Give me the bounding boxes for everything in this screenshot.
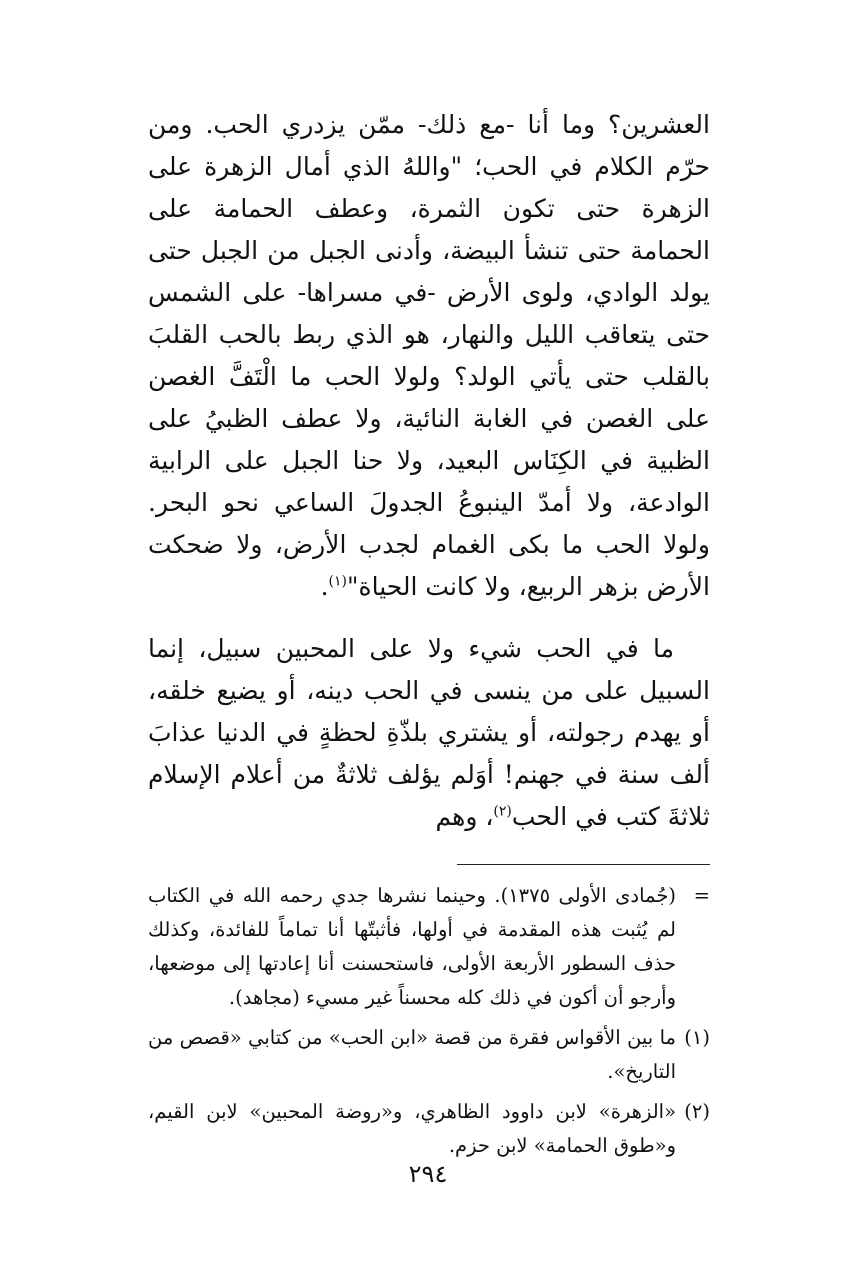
- body-paragraph-1: [148, 104, 710, 608]
- footnote-text: (جُمادى الأولى ١٣٧٥). وحينما نشرها جدي رحمه الله في الكتاب لم يُثبت هذه المقدمة في أولها، فأثبتّها أنا تماماً للفائدة، وكذلك حذف السطور الأربعة الأولى، فاستحسنت أنا إعادتها إلى موضعها، وأرجو أن أكون في ذلك كله محسناً غير مسيء (مجاهد).: [148, 884, 676, 1009]
- footnote-mark: =: [693, 884, 710, 907]
- footnote-1: [148, 1021, 710, 1089]
- page-content: [148, 104, 710, 1169]
- footnotes: [148, 879, 710, 1163]
- footnote-2: [148, 1095, 710, 1163]
- footnote-continuation: [148, 879, 710, 1015]
- paragraph-2-tail: ، وهم: [435, 802, 494, 831]
- body-paragraph-2: [148, 628, 710, 838]
- footnote-text: «الزهرة» لابن داوود الظاهري، و«روضة المحبين» لابن القيم، و«طوق الحمامة» لابن حزم.: [148, 1100, 676, 1157]
- paragraph-2-text: ما في الحب شيء ولا على المحبين سبيل، إنما السبيل على من ينسى في الحب دينه، أو يضيع خلقه، أو يهدم رجولته، أو يشتري بلذّةِ لحظةٍ في الدنيا عذابَ ألف سنة في جهنم! أوَلم يؤلف ثلاثةٌ من أعلام الإسلام ثلاثةَ كتب في الحب: [148, 634, 710, 831]
- paragraph-1-end: .: [320, 572, 329, 601]
- footnote-separator: [457, 864, 710, 865]
- footnote-ref-1: (١): [328, 573, 347, 590]
- paragraph-1-text: العشرين؟ وما أنا -مع ذلك- ممّن يزدري الحب. ومن حرّم الكلام في الحب؛ "واللهُ الذي أمال الزهرة على الزهرة حتى تكون الثمرة، وعطف الحمامة على الحمامة حتى تنشأ البيضة، وأدنى الجبل من الجبل حتى يولد الوادي، ولوى الأرض -في مسراها- على الشمس حتى يتعاقب الليل والنهار، هو الذي ربط بالحب القلبَ بالقلب حتى يأتي الولد؟ ولولا الحب ما الْتَفَّ الغصن على الغصن في الغابة النائية، ولا عطف الظبيُ على الظبية في الكِنَاس البعيد، ولا حنا الجبل على الرابية الوادعة، ولا أمدّ الينبوعُ الجدولَ الساعي نحو البحر. ولولا الحب ما بكى الغمام لجدب الأرض، ولا ضحكت الأرض بزهر الربيع، ولا كانت الحياة": [148, 110, 710, 601]
- footnote-ref-2: (٢): [493, 803, 512, 820]
- footnote-mark: (١): [684, 1026, 710, 1049]
- footnote-text: ما بين الأقواس فقرة من قصة «ابن الحب» من كتابي «قصص من التاريخ».: [148, 1026, 676, 1083]
- footnote-mark: (٢): [684, 1100, 710, 1123]
- page-number: ٢٩٤: [408, 1160, 448, 1188]
